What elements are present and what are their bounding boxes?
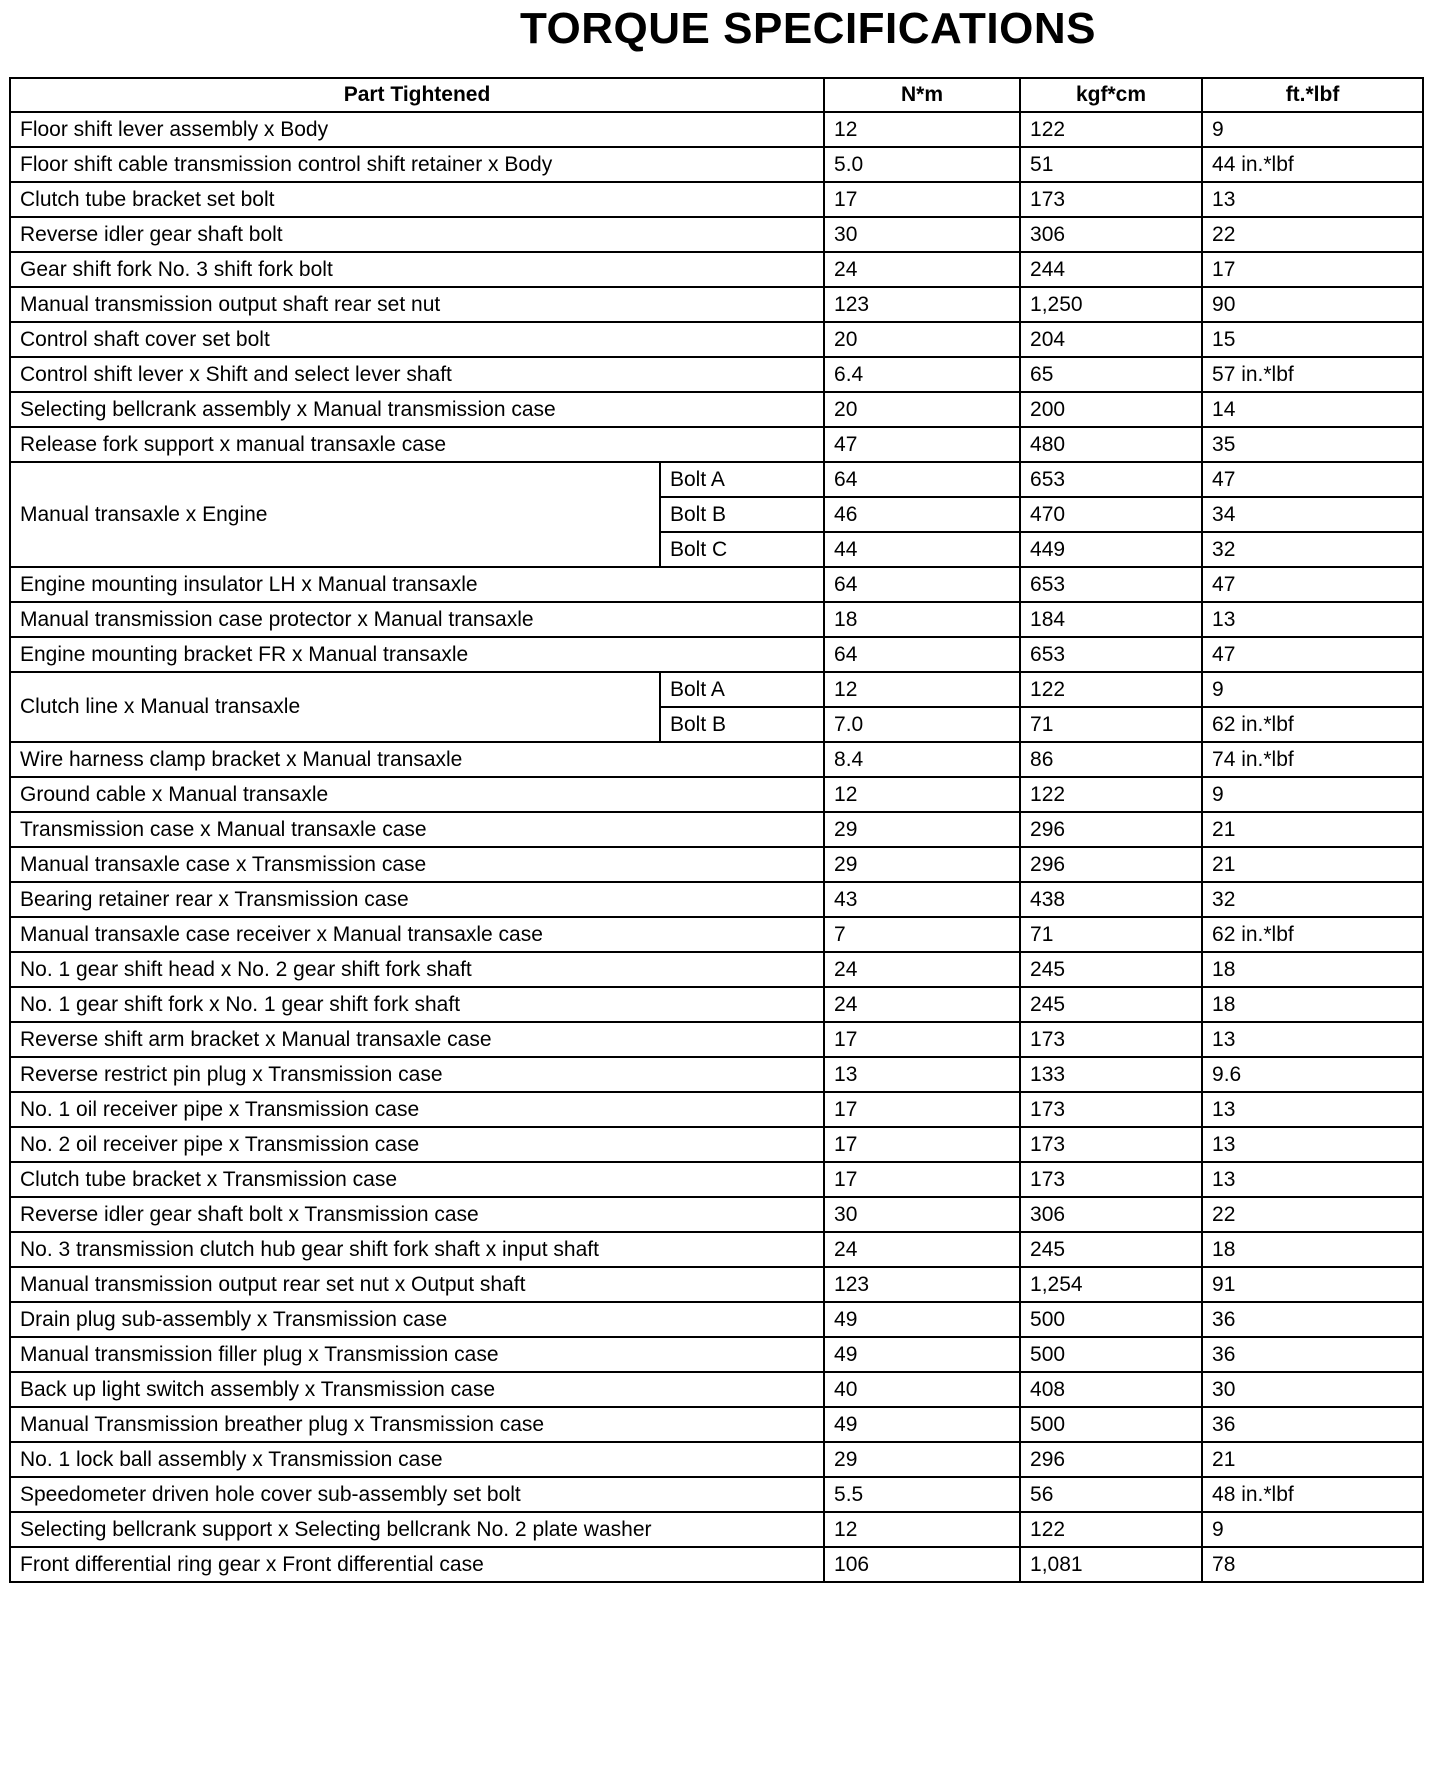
kgfcm-cell: 173 — [1020, 1162, 1202, 1197]
ftlbf-cell: 44 in.*lbf — [1202, 147, 1423, 182]
nm-cell: 5.0 — [824, 147, 1020, 182]
kgfcm-cell: 296 — [1020, 812, 1202, 847]
nm-cell: 24 — [824, 987, 1020, 1022]
sub-part-cell: Bolt B — [660, 497, 824, 532]
nm-cell: 43 — [824, 882, 1020, 917]
kgfcm-cell: 653 — [1020, 462, 1202, 497]
kgfcm-cell: 51 — [1020, 147, 1202, 182]
ftlbf-cell: 35 — [1202, 427, 1423, 462]
ftlbf-cell: 21 — [1202, 847, 1423, 882]
table-row — [10, 182, 1423, 217]
nm-cell: 8.4 — [824, 742, 1020, 777]
nm-cell: 24 — [824, 252, 1020, 287]
nm-cell: 49 — [824, 1302, 1020, 1337]
column-header-ftlbf: ft.*lbf — [1202, 78, 1423, 112]
table-row — [10, 882, 1423, 917]
table-row — [10, 1547, 1423, 1582]
ftlbf-cell: 9 — [1202, 672, 1423, 707]
part-cell: No. 2 oil receiver pipe x Transmission case — [10, 1127, 824, 1162]
table-row — [10, 357, 1423, 392]
nm-cell: 7 — [824, 917, 1020, 952]
part-cell: Manual Transmission breather plug x Transmission case — [10, 1407, 824, 1442]
kgfcm-cell: 470 — [1020, 497, 1202, 532]
table-row — [10, 1162, 1423, 1197]
nm-cell: 13 — [824, 1057, 1020, 1092]
ftlbf-cell: 78 — [1202, 1547, 1423, 1582]
nm-cell: 40 — [824, 1372, 1020, 1407]
ftlbf-cell: 62 in.*lbf — [1202, 707, 1423, 742]
kgfcm-cell: 1,250 — [1020, 287, 1202, 322]
header-row — [10, 78, 1423, 112]
part-cell: Engine mounting insulator LH x Manual transaxle — [10, 567, 824, 602]
part-cell: Control shaft cover set bolt — [10, 322, 824, 357]
part-cell: Selecting bellcrank assembly x Manual transmission case — [10, 392, 824, 427]
ftlbf-cell: 32 — [1202, 532, 1423, 567]
part-cell: Manual transaxle case receiver x Manual transaxle case — [10, 917, 824, 952]
part-cell: Manual transaxle x Engine — [10, 462, 660, 567]
part-cell: Ground cable x Manual transaxle — [10, 777, 824, 812]
kgfcm-cell: 71 — [1020, 917, 1202, 952]
table-row — [10, 322, 1423, 357]
part-cell: Clutch tube bracket x Transmission case — [10, 1162, 824, 1197]
ftlbf-cell: 90 — [1202, 287, 1423, 322]
nm-cell: 49 — [824, 1337, 1020, 1372]
part-cell: Manual transaxle case x Transmission case — [10, 847, 824, 882]
table-row — [10, 742, 1423, 777]
table-row — [10, 217, 1423, 252]
table-row — [10, 1057, 1423, 1092]
nm-cell: 46 — [824, 497, 1020, 532]
ftlbf-cell: 21 — [1202, 812, 1423, 847]
nm-cell: 6.4 — [824, 357, 1020, 392]
kgfcm-cell: 653 — [1020, 637, 1202, 672]
ftlbf-cell: 13 — [1202, 1127, 1423, 1162]
nm-cell: 17 — [824, 1127, 1020, 1162]
table-row — [10, 847, 1423, 882]
nm-cell: 64 — [824, 462, 1020, 497]
table-row — [10, 1267, 1423, 1302]
part-cell: Drain plug sub-assembly x Transmission case — [10, 1302, 824, 1337]
part-cell: Back up light switch assembly x Transmission case — [10, 1372, 824, 1407]
nm-cell: 18 — [824, 602, 1020, 637]
part-cell: No. 1 gear shift fork x No. 1 gear shift fork shaft — [10, 987, 824, 1022]
ftlbf-cell: 9 — [1202, 112, 1423, 147]
table-row — [10, 112, 1423, 147]
part-cell: Reverse idler gear shaft bolt x Transmission case — [10, 1197, 824, 1232]
kgfcm-cell: 500 — [1020, 1337, 1202, 1372]
ftlbf-cell: 36 — [1202, 1302, 1423, 1337]
part-cell: Manual transmission filler plug x Transmission case — [10, 1337, 824, 1372]
part-cell: Wire harness clamp bracket x Manual transaxle — [10, 742, 824, 777]
table-row — [10, 1022, 1423, 1057]
ftlbf-cell: 34 — [1202, 497, 1423, 532]
ftlbf-cell: 47 — [1202, 637, 1423, 672]
nm-cell: 29 — [824, 1442, 1020, 1477]
table-row — [10, 672, 1423, 707]
kgfcm-cell: 122 — [1020, 1512, 1202, 1547]
kgfcm-cell: 500 — [1020, 1407, 1202, 1442]
table-row — [10, 252, 1423, 287]
kgfcm-cell: 438 — [1020, 882, 1202, 917]
sub-part-cell: Bolt A — [660, 672, 824, 707]
table-row — [10, 147, 1423, 182]
table-row — [10, 1477, 1423, 1512]
nm-cell: 123 — [824, 1267, 1020, 1302]
nm-cell: 24 — [824, 1232, 1020, 1267]
nm-cell: 106 — [824, 1547, 1020, 1582]
ftlbf-cell: 9 — [1202, 777, 1423, 812]
nm-cell: 24 — [824, 952, 1020, 987]
ftlbf-cell: 91 — [1202, 1267, 1423, 1302]
part-cell: Reverse shift arm bracket x Manual transaxle case — [10, 1022, 824, 1057]
ftlbf-cell: 9.6 — [1202, 1057, 1423, 1092]
kgfcm-cell: 56 — [1020, 1477, 1202, 1512]
kgfcm-cell: 306 — [1020, 217, 1202, 252]
kgfcm-cell: 244 — [1020, 252, 1202, 287]
table-row — [10, 637, 1423, 672]
ftlbf-cell: 32 — [1202, 882, 1423, 917]
kgfcm-cell: 86 — [1020, 742, 1202, 777]
part-cell: Selecting bellcrank support x Selecting bellcrank No. 2 plate washer — [10, 1512, 824, 1547]
ftlbf-cell: 9 — [1202, 1512, 1423, 1547]
kgfcm-cell: 500 — [1020, 1302, 1202, 1337]
nm-cell: 44 — [824, 532, 1020, 567]
ftlbf-cell: 47 — [1202, 567, 1423, 602]
sub-part-cell: Bolt B — [660, 707, 824, 742]
table-row — [10, 1127, 1423, 1162]
kgfcm-cell: 653 — [1020, 567, 1202, 602]
kgfcm-cell: 133 — [1020, 1057, 1202, 1092]
part-cell: Gear shift fork No. 3 shift fork bolt — [10, 252, 824, 287]
ftlbf-cell: 62 in.*lbf — [1202, 917, 1423, 952]
table-row — [10, 1302, 1423, 1337]
kgfcm-cell: 71 — [1020, 707, 1202, 742]
table-row — [10, 1512, 1423, 1547]
part-cell: Control shift lever x Shift and select lever shaft — [10, 357, 824, 392]
column-header-nm: N*m — [824, 78, 1020, 112]
ftlbf-cell: 13 — [1202, 1022, 1423, 1057]
sub-part-cell: Bolt A — [660, 462, 824, 497]
ftlbf-cell: 21 — [1202, 1442, 1423, 1477]
kgfcm-cell: 449 — [1020, 532, 1202, 567]
nm-cell: 20 — [824, 392, 1020, 427]
part-cell: Clutch tube bracket set bolt — [10, 182, 824, 217]
part-cell: Manual transmission output rear set nut x Output shaft — [10, 1267, 824, 1302]
table-row — [10, 1337, 1423, 1372]
kgfcm-cell: 65 — [1020, 357, 1202, 392]
table-row — [10, 1197, 1423, 1232]
kgfcm-cell: 245 — [1020, 1232, 1202, 1267]
table-row — [10, 1372, 1423, 1407]
nm-cell: 5.5 — [824, 1477, 1020, 1512]
ftlbf-cell: 36 — [1202, 1337, 1423, 1372]
nm-cell: 17 — [824, 1092, 1020, 1127]
kgfcm-cell: 296 — [1020, 847, 1202, 882]
ftlbf-cell: 18 — [1202, 952, 1423, 987]
kgfcm-cell: 1,081 — [1020, 1547, 1202, 1582]
table-row — [10, 1407, 1423, 1442]
part-cell: Transmission case x Manual transaxle case — [10, 812, 824, 847]
ftlbf-cell: 30 — [1202, 1372, 1423, 1407]
nm-cell: 30 — [824, 217, 1020, 252]
table-row — [10, 952, 1423, 987]
ftlbf-cell: 15 — [1202, 322, 1423, 357]
part-cell: Floor shift cable transmission control shift retainer x Body — [10, 147, 824, 182]
kgfcm-cell: 245 — [1020, 952, 1202, 987]
column-header-part: Part Tightened — [10, 78, 824, 112]
table-row — [10, 1442, 1423, 1477]
kgfcm-cell: 296 — [1020, 1442, 1202, 1477]
kgfcm-cell: 200 — [1020, 392, 1202, 427]
part-cell: No. 1 oil receiver pipe x Transmission case — [10, 1092, 824, 1127]
nm-cell: 12 — [824, 1512, 1020, 1547]
kgfcm-cell: 122 — [1020, 112, 1202, 147]
ftlbf-cell: 13 — [1202, 1162, 1423, 1197]
table-row — [10, 987, 1423, 1022]
nm-cell: 12 — [824, 777, 1020, 812]
part-cell: Engine mounting bracket FR x Manual transaxle — [10, 637, 824, 672]
ftlbf-cell: 14 — [1202, 392, 1423, 427]
table-row — [10, 392, 1423, 427]
table-row — [10, 287, 1423, 322]
sub-part-cell: Bolt C — [660, 532, 824, 567]
kgfcm-cell: 122 — [1020, 777, 1202, 812]
ftlbf-cell: 22 — [1202, 217, 1423, 252]
ftlbf-cell: 74 in.*lbf — [1202, 742, 1423, 777]
part-cell: Release fork support x manual transaxle case — [10, 427, 824, 462]
torque-spec-table — [9, 77, 1424, 1583]
part-cell: Reverse restrict pin plug x Transmission case — [10, 1057, 824, 1092]
kgfcm-cell: 480 — [1020, 427, 1202, 462]
nm-cell: 30 — [824, 1197, 1020, 1232]
nm-cell: 12 — [824, 672, 1020, 707]
nm-cell: 123 — [824, 287, 1020, 322]
ftlbf-cell: 36 — [1202, 1407, 1423, 1442]
ftlbf-cell: 47 — [1202, 462, 1423, 497]
ftlbf-cell: 13 — [1202, 1092, 1423, 1127]
part-cell: Reverse idler gear shaft bolt — [10, 217, 824, 252]
ftlbf-cell: 17 — [1202, 252, 1423, 287]
nm-cell: 17 — [824, 182, 1020, 217]
nm-cell: 17 — [824, 1162, 1020, 1197]
ftlbf-cell: 13 — [1202, 182, 1423, 217]
ftlbf-cell: 57 in.*lbf — [1202, 357, 1423, 392]
ftlbf-cell: 48 in.*lbf — [1202, 1477, 1423, 1512]
table-row — [10, 602, 1423, 637]
table-row — [10, 777, 1423, 812]
kgfcm-cell: 173 — [1020, 1092, 1202, 1127]
nm-cell: 20 — [824, 322, 1020, 357]
ftlbf-cell: 22 — [1202, 1197, 1423, 1232]
kgfcm-cell: 173 — [1020, 182, 1202, 217]
ftlbf-cell: 18 — [1202, 1232, 1423, 1267]
part-cell: Front differential ring gear x Front differential case — [10, 1547, 824, 1582]
part-cell: Manual transmission case protector x Manual transaxle — [10, 602, 824, 637]
table-row — [10, 567, 1423, 602]
nm-cell: 17 — [824, 1022, 1020, 1057]
nm-cell: 64 — [824, 567, 1020, 602]
kgfcm-cell: 306 — [1020, 1197, 1202, 1232]
part-cell: No. 3 transmission clutch hub gear shift fork shaft x input shaft — [10, 1232, 824, 1267]
part-cell: Bearing retainer rear x Transmission case — [10, 882, 824, 917]
part-cell: Clutch line x Manual transaxle — [10, 672, 660, 742]
nm-cell: 7.0 — [824, 707, 1020, 742]
nm-cell: 64 — [824, 637, 1020, 672]
kgfcm-cell: 184 — [1020, 602, 1202, 637]
kgfcm-cell: 122 — [1020, 672, 1202, 707]
kgfcm-cell: 173 — [1020, 1127, 1202, 1162]
table-row — [10, 1092, 1423, 1127]
table-row — [10, 1232, 1423, 1267]
part-cell: No. 1 lock ball assembly x Transmission case — [10, 1442, 824, 1477]
table-body — [10, 112, 1423, 1582]
part-cell: Manual transmission output shaft rear set nut — [10, 287, 824, 322]
page-title: TORQUE SPECIFICATIONS — [519, 4, 1097, 53]
nm-cell: 47 — [824, 427, 1020, 462]
kgfcm-cell: 1,254 — [1020, 1267, 1202, 1302]
part-cell: Floor shift lever assembly x Body — [10, 112, 824, 147]
kgfcm-cell: 173 — [1020, 1022, 1202, 1057]
kgfcm-cell: 204 — [1020, 322, 1202, 357]
table-row — [10, 917, 1423, 952]
table-row — [10, 812, 1423, 847]
part-cell: Speedometer driven hole cover sub-assembly set bolt — [10, 1477, 824, 1512]
table-row — [10, 427, 1423, 462]
part-cell: No. 1 gear shift head x No. 2 gear shift fork shaft — [10, 952, 824, 987]
table-row — [10, 462, 1423, 497]
nm-cell: 49 — [824, 1407, 1020, 1442]
nm-cell: 29 — [824, 812, 1020, 847]
ftlbf-cell: 13 — [1202, 602, 1423, 637]
kgfcm-cell: 245 — [1020, 987, 1202, 1022]
nm-cell: 12 — [824, 112, 1020, 147]
kgfcm-cell: 408 — [1020, 1372, 1202, 1407]
ftlbf-cell: 18 — [1202, 987, 1423, 1022]
nm-cell: 29 — [824, 847, 1020, 882]
column-header-kgfcm: kgf*cm — [1020, 78, 1202, 112]
